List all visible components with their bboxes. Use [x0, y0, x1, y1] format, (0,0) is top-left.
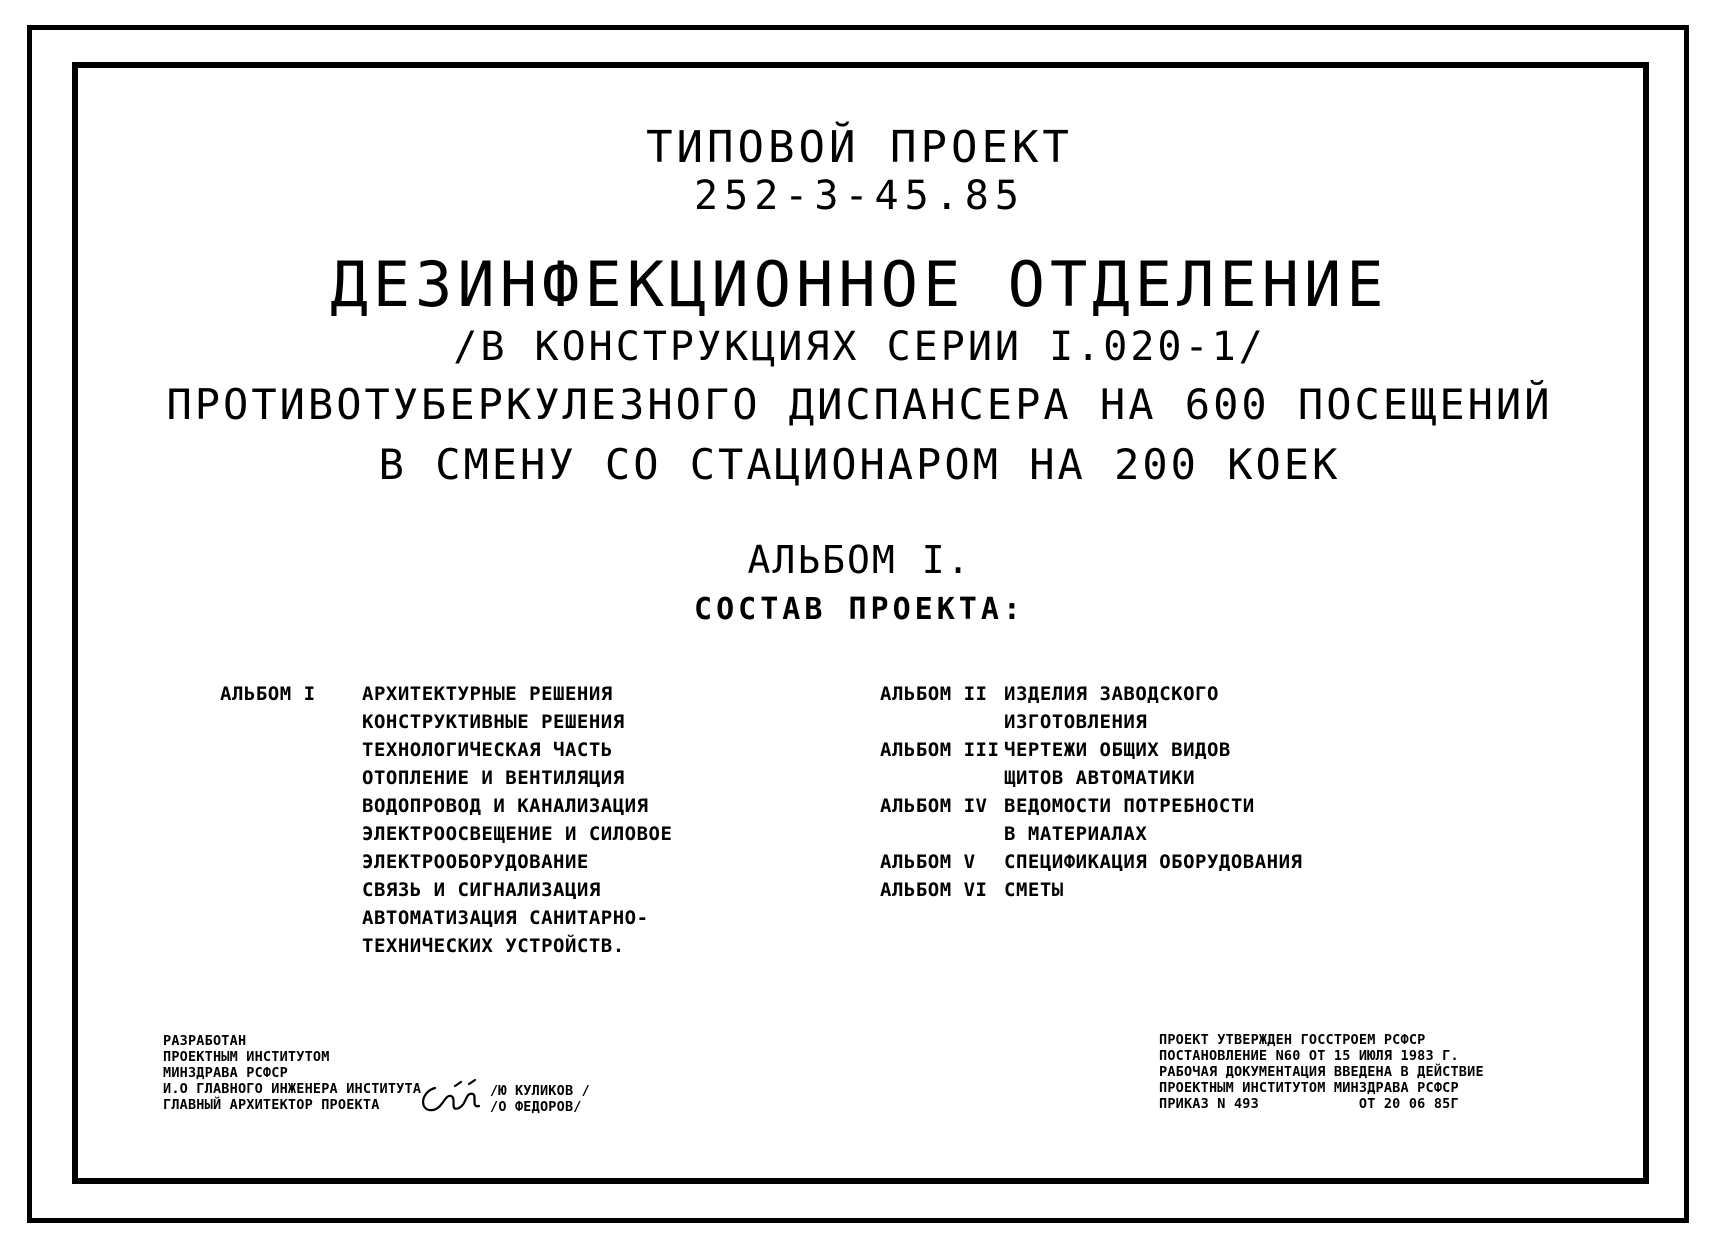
list-item [880, 848, 1302, 876]
album-label: АЛЬБОМ III [880, 739, 1000, 761]
list-item-text: ИЗДЕЛИЯ ЗАВОДСКОГО [1004, 683, 1219, 705]
footer-line: И.О ГЛАВНОГО ИНЖЕНЕРА ИНСТИТУТА [163, 1081, 422, 1097]
footer-line: РАЗРАБОТАН [163, 1033, 247, 1049]
footer-line: ГЛАВНЫЙ АРХИТЕКТОР ПРОЕКТА [163, 1097, 380, 1113]
footer-line: ПРОЕКТНЫМ ИНСТИТУТОМ МИНЗДРАВА РСФСР [1159, 1080, 1459, 1096]
list-item-text: ЩИТОВ АВТОМАТИКИ [1004, 767, 1196, 789]
list-item [880, 764, 1302, 792]
list-item [220, 848, 672, 876]
subtitle-hospital: В СМЕНУ СО СТАЦИОНАРОМ НА 200 КОЕК [378, 440, 1341, 489]
list-item-text: ВЕДОМОСТИ ПОТРЕБНОСТИ [1004, 795, 1255, 817]
footer-line: РАБОЧАЯ ДОКУМЕНТАЦИЯ ВВЕДЕНА В ДЕЙСТВИЕ [1159, 1064, 1484, 1080]
footer-line: ПРОЕКТНЫМ ИНСТИТУТОМ [163, 1049, 330, 1065]
list-item-text: ИЗГОТОВЛЕНИЯ [1004, 711, 1148, 733]
developer-block [163, 1033, 421, 1113]
album-label [880, 708, 1004, 736]
list-item-text: ЭЛЕКТРООБОРУДОВАНИЕ [362, 851, 589, 873]
album-label: АЛЬБОМ II [880, 683, 988, 705]
album-label: АЛЬБОМ V [880, 851, 976, 873]
project-number: 252-3-45.85 [694, 173, 1025, 219]
list-item [220, 876, 672, 904]
list-item-text: ВОДОПРОВОД И КАНАЛИЗАЦИЯ [362, 795, 649, 817]
signers-block [490, 1083, 590, 1115]
list-item-text: ТЕХНОЛОГИЧЕСКАЯ ЧАСТЬ [362, 739, 613, 761]
footer-line: ПРИКАЗ N 493 ОТ 20 06 85Г [1159, 1096, 1459, 1112]
list-item-text: ОТОПЛЕНИЕ И ВЕНТИЛЯЦИЯ [362, 767, 625, 789]
footer-line: ПРОЕКТ УТВЕРЖДЕН ГОССТРОЕМ РСФСР [1159, 1032, 1426, 1048]
list-item [880, 708, 1302, 736]
list-item [880, 876, 1302, 904]
album-label: АЛЬБОМ IV [880, 795, 988, 817]
list-item-text: СМЕТЫ [1004, 879, 1064, 901]
project-type: ТИПОВОЙ ПРОЕКТ [646, 122, 1073, 173]
album-label: АЛЬБОМ I [220, 683, 316, 705]
list-item [220, 792, 672, 820]
album-label [880, 820, 1004, 848]
list-item-text: ТЕХНИЧЕСКИХ УСТРОЙСТВ. [362, 935, 625, 957]
list-item [220, 708, 672, 736]
list-item [220, 904, 672, 932]
footer-line: ПОСТАНОВЛЕНИЕ N60 ОТ 15 ИЮЛЯ 1983 Г. [1159, 1048, 1459, 1064]
list-item-text: СПЕЦИФИКАЦИЯ ОБОРУДОВАНИЯ [1004, 851, 1303, 873]
list-item-text: ЧЕРТЕЖИ ОБЩИХ ВИДОВ [1004, 739, 1231, 761]
list-item [220, 764, 672, 792]
list-item [220, 680, 672, 708]
album-label [880, 764, 1004, 792]
footer-line: МИНЗДРАВА РСФСР [163, 1065, 288, 1081]
signer-kulikov: /Ю КУЛИКОВ / [490, 1083, 590, 1099]
list-item-text: В МАТЕРИАЛАХ [1004, 823, 1148, 845]
page-title: ДЕЗИНФЕКЦИОННОЕ ОТДЕЛЕНИЕ [330, 248, 1389, 321]
list-item [220, 820, 672, 848]
list-item-text: КОНСТРУКТИВНЫЕ РЕШЕНИЯ [362, 711, 625, 733]
list-item [880, 736, 1302, 764]
list-item-text: АРХИТЕКТУРНЫЕ РЕШЕНИЯ [362, 683, 613, 705]
other-albums-contents [880, 680, 1302, 904]
list-item-text: ЭЛЕКТРООСВЕЩЕНИЕ И СИЛОВОЕ [362, 823, 673, 845]
list-item-text: АВТОМАТИЗАЦИЯ САНИТАРНО- [362, 907, 649, 929]
list-item [220, 932, 672, 960]
album-title: АЛЬБОМ I. [747, 538, 972, 582]
album-label: АЛЬБОМ VI [880, 879, 988, 901]
composition-heading: СОСТАВ ПРОЕКТА: [694, 592, 1025, 627]
list-item [880, 820, 1302, 848]
list-item-text: СВЯЗЬ И СИГНАЛИЗАЦИЯ [362, 879, 601, 901]
list-item [220, 736, 672, 764]
signer-fedorov: /О ФЕДОРОВ/ [490, 1099, 582, 1115]
signature-icon [415, 1078, 485, 1118]
album-1-contents [220, 680, 672, 960]
subtitle-dispensary: ПРОТИВОТУБЕРКУЛЕЗНОГО ДИСПАНСЕРА НА 600 ПОСЕЩЕНИЙ [166, 380, 1553, 429]
approval-block [1159, 1032, 1484, 1112]
subtitle-series: /В КОНСТРУКЦИЯХ СЕРИИ I.020-1/ [453, 324, 1266, 370]
list-item [880, 792, 1302, 820]
list-item [880, 680, 1302, 708]
